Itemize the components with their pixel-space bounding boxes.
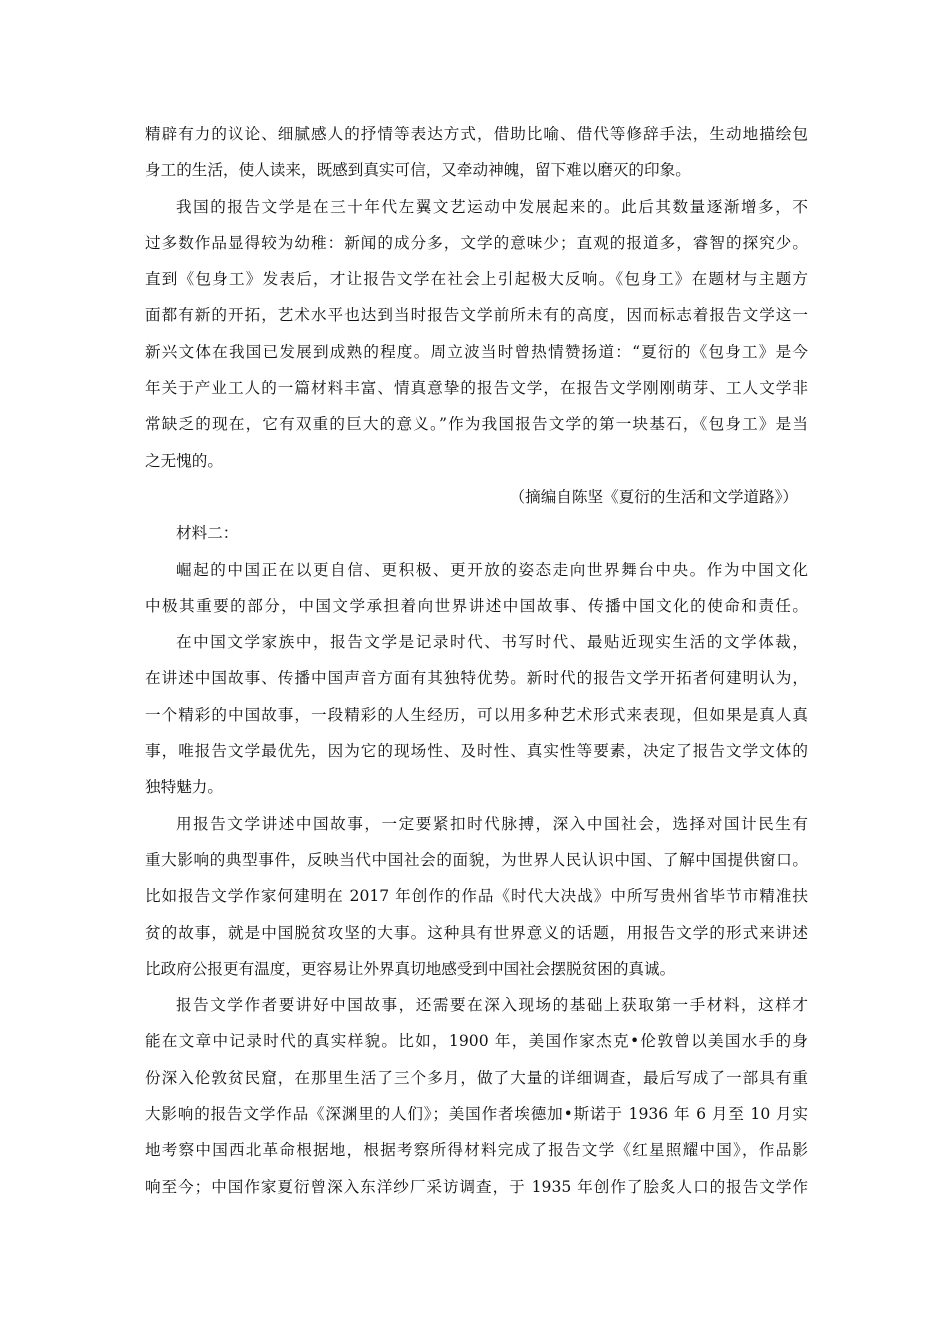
text-line: 直到《包身工》发表后，才让报告文学在社会上引起极大反响。《包身工》在题材与主题方 [145,270,808,289]
text-line: 大影响的报告文学作品《深渊里的人们》；美国作者埃德加•斯诺于 1936 年 6 月至 10 月实 [145,1105,808,1124]
text-line: 独特魅力。 [145,778,223,797]
text-line: 在中国文学家族中，报告文学是记录时代、书写时代、最贴近现实生活的文学体裁， [176,633,808,652]
text-line: 过多数作品显得较为幼稚：新闻的成分多，文学的意味少；直观的报道多，睿智的探究少。 [145,233,808,252]
text-line: 在讲述中国故事、传播中国声音方面有其独特优势。新时代的报告文学开拓者何建明认为， [145,669,808,688]
text-line: 比如报告文学作家何建明在 2017 年创作的作品《时代大决战》中所写贵州省毕节市精准扶 [145,887,808,906]
text-line: 年关于产业工人的一篇材料丰富、情真意挚的报告文学，在报告文学刚刚萌芽、工人文学非 [145,379,808,398]
text-line: 用报告文学讲述中国故事，一定要紧扣时代脉搏，深入中国社会，选择对国计民生有 [176,814,808,833]
text-line: 新兴文体在我国已发展到成熟的程度。周立波当时曾热情赞扬道：“夏衍的《包身工》是今 [145,342,808,361]
text-line: 面都有新的开拓，艺术水平也达到当时报告文学前所未有的高度，因而标志着报告文学这一 [145,306,808,325]
text-line: 响至今；中国作家夏衍曾深入东洋纱厂采访调查，于 1935 年创作了脍炙人口的报告文学作 [145,1177,808,1196]
text-line: 贫的故事，就是中国脱贫攻坚的大事。这种具有世界意义的话题，用报告文学的形式来讲述 [145,923,808,942]
text-line: 事，唯报告文学最优先，因为它的现场性、及时性、真实性等要素，决定了报告文学文体的 [145,742,808,761]
text-line: 常缺乏的现在，它有双重的巨大的意义。”作为我国报告文学的第一块基石，《包身工》是当 [145,415,808,434]
text-line: 一个精彩的中国故事，一段精彩的人生经历，可以用多种艺术形式来表现，但如果是真人真 [145,705,808,724]
text-line: 精辟有力的议论、细腻感人的抒情等表达方式，借助比喻、借代等修辞手法，生动地描绘包 [145,125,808,143]
source-citation: （摘编自陈坚《夏衍的生活和文学道路》） [509,487,798,506]
section-label: 材料二： [176,524,239,543]
text-line: 地考察中国西北革命根据地，根据考察所得材料完成了报告文学《红星照耀中国》，作品影 [145,1141,808,1160]
text-line: 份深入伦敦贫民窟，在那里生活了三个多月，做了大量的详细调查，最后写成了一部具有重 [145,1068,808,1087]
text-line: 我国的报告文学是在三十年代左翼文艺运动中发展起来的。此后其数量逐渐增多，不 [176,197,808,216]
text-line: 之无愧的。 [145,451,223,470]
text-line: 报告文学作者要讲好中国故事，还需要在深入现场的基础上获取第一手材料，这样才 [176,996,808,1015]
text-line: 比政府公报更有温度，更容易让外界真切地感受到中国社会摆脱贫困的真诚。 [145,959,676,978]
text-line: 重大影响的典型事件，反映当代中国社会的面貌，为世界人民认识中国、了解中国提供窗口。 [145,850,808,869]
document-body [145,116,808,1205]
text-line: 崛起的中国正在以更自信、更积极、更开放的姿态走向世界舞台中央。作为中国文化 [176,560,808,579]
text-line: 能在文章中记录时代的真实样貌。比如，1900 年，美国作家杰克•伦敦曾以美国水手的身 [145,1032,808,1051]
text-line: 身工的生活，使人读来，既感到真实可信，又牵动神魄，留下难以磨灭的印象。 [145,161,691,180]
text-line: 中极其重要的部分，中国文学承担着向世界讲述中国故事、传播中国文化的使命和责任。 [145,596,808,615]
